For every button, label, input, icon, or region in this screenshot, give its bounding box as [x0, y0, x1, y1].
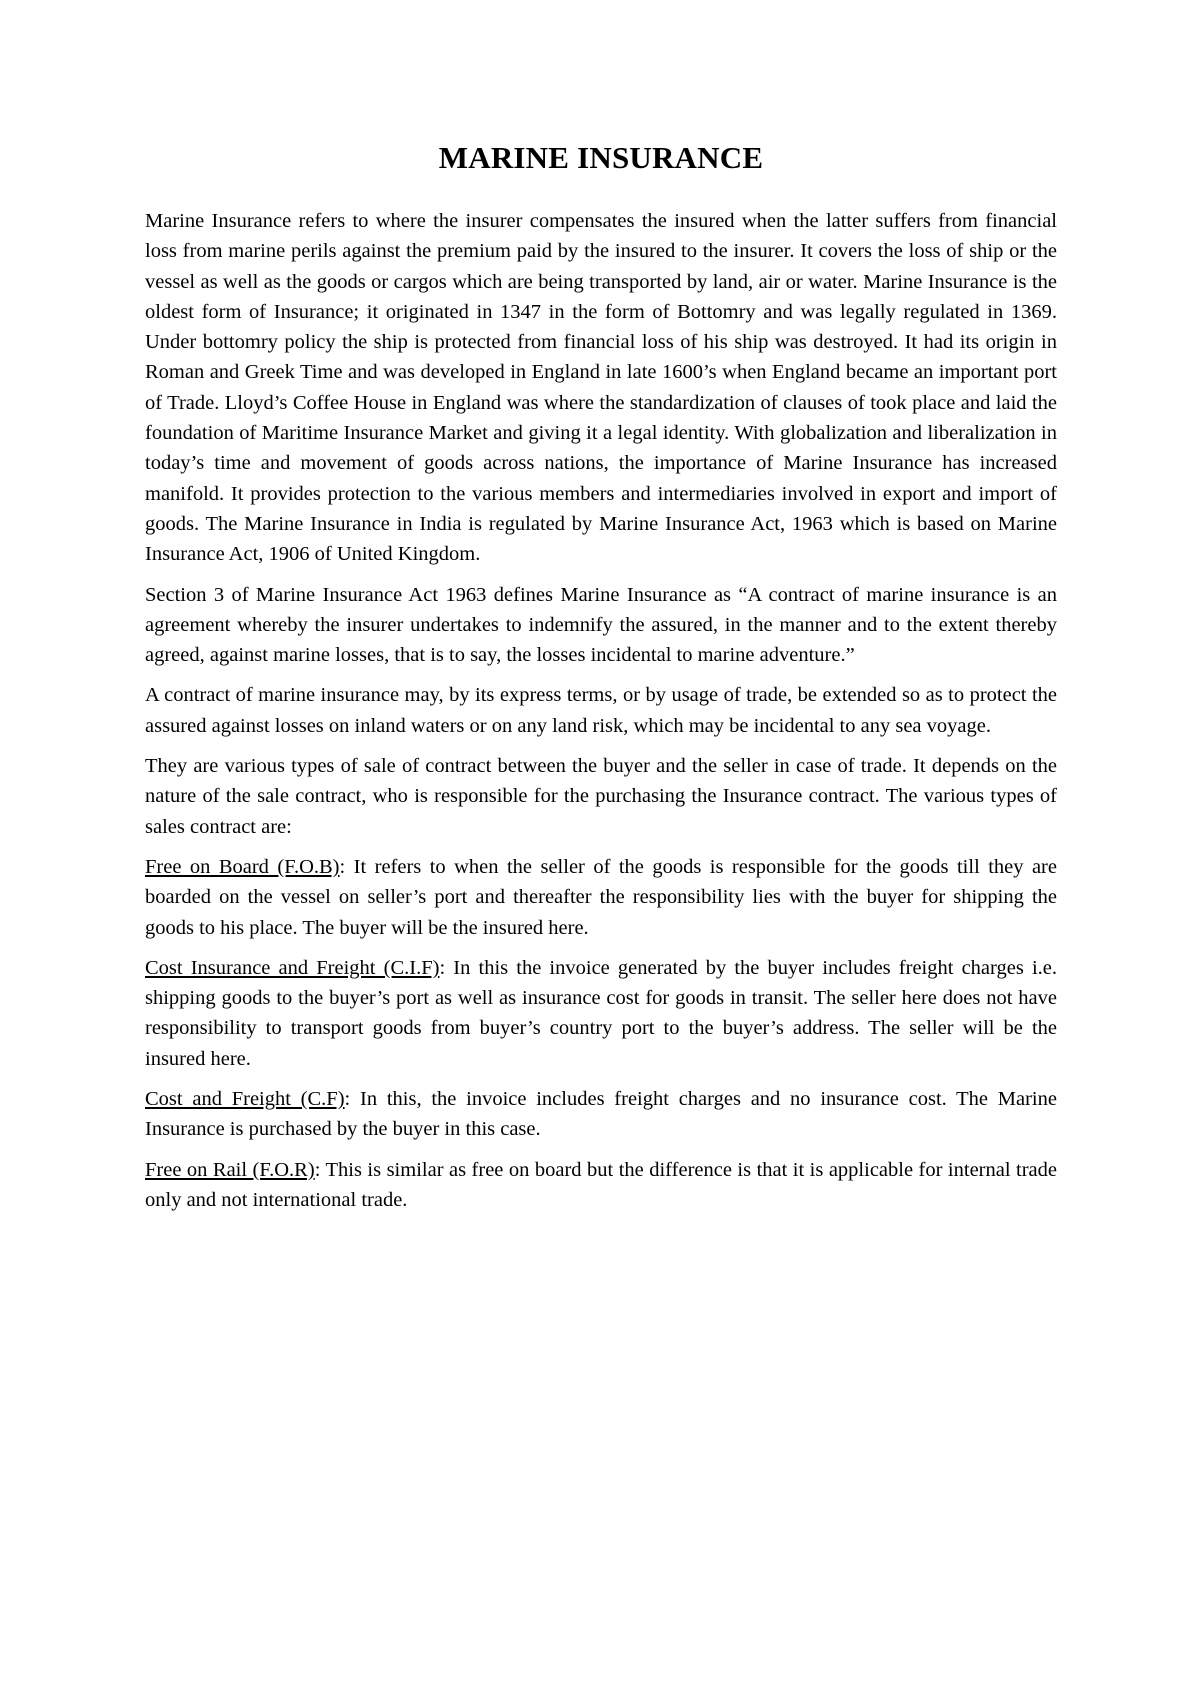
contract-type-description: : In this the invoice generated by the buyer includes freight charges i.e. shipping goods to the buyer’s port as well as insurance cost for goods in transit. The seller here does not have responsibility to transport goods from buyer’s country port to the buyer’s address. The seller will be the insured here. — [145, 956, 1057, 1070]
contract-type-description: : In this, the invoice includes freight charges and no insurance cost. The Marine Insurance is purchased by the buyer in this case. — [145, 1088, 1057, 1141]
contract-type-term: Cost and Freight (C.F) — [145, 1088, 345, 1111]
contract-type-term: Cost Insurance and Freight (C.I.F) — [145, 956, 440, 979]
contract-type-fob — [145, 852, 1057, 943]
contract-type-description: : This is similar as free on board but the difference is that it is applicable for internal trade only and not international trade. — [145, 1158, 1057, 1211]
document-title: MARINE INSURANCE — [438, 140, 764, 175]
paragraph-section-3-definition: Section 3 of Marine Insurance Act 1963 defines Marine Insurance as “A contract of marine insurance is an agreement whereby the insurer undertakes to indemnify the assured, in the manner and to the extent thereby agreed, against marine losses, that is to say, the losses incidental to marine adventure.” — [145, 583, 1057, 667]
contract-type-term: Free on Board (F.O.B) — [145, 855, 340, 878]
contract-type-description: : It refers to when the seller of the goods is responsible for the goods till they are boarded on the vessel on seller’s port and thereafter the responsibility lies with the buyer for shipping the goods to his place. The buyer will be the insured here. — [145, 855, 1057, 939]
paragraph-introduction: Marine Insurance refers to where the insurer compensates the insured when the latter suffers from financial loss from marine perils against the premium paid by the insured to the insurer. It covers the loss of ship or the vessel as well as the goods or cargos which are being transported by land, air or water. Marine Insurance is the oldest form of Insurance; it originated in 1347 in the form of Bottomry and was legally regulated in 1369. Under bottomry policy the ship is protected from financial loss of his ship was destroyed. It had its origin in Roman and Greek Time and was developed in England in late 1600’s when England became an important port of Trade. Lloyd’s Coffee House in England was where the standardization of clauses of took place and laid the foundation of Maritime Insurance Market and giving it a legal identity. With globalization and liberalization in today’s time and movement of goods across nations, the importance of Marine Insurance has increased manifold. It provides protection to the various members and intermediaries involved in export and import of goods. The Marine Insurance in India is regulated by Marine Insurance Act, 1963 which is based on Marine Insurance Act, 1906 of United Kingdom. — [145, 210, 1057, 566]
paragraph-extended-coverage: A contract of marine insurance may, by its express terms, or by usage of trade, be extended so as to protect the assured against losses on inland waters or on any land risk, which may be incidental to any sea voyage. — [145, 684, 1057, 737]
contract-type-for — [145, 1155, 1057, 1216]
contract-type-term: Free on Rail (F.O.R) — [145, 1158, 315, 1181]
contract-type-cif — [145, 953, 1057, 1074]
paragraph-sales-contract-types: They are various types of sale of contract between the buyer and the seller in case of trade. It depends on the nature of the sale contract, who is responsible for the purchasing the Insurance contract. The various types of sales contract are: — [145, 755, 1057, 838]
document-body — [145, 140, 1057, 1225]
contract-type-cf — [145, 1084, 1057, 1145]
